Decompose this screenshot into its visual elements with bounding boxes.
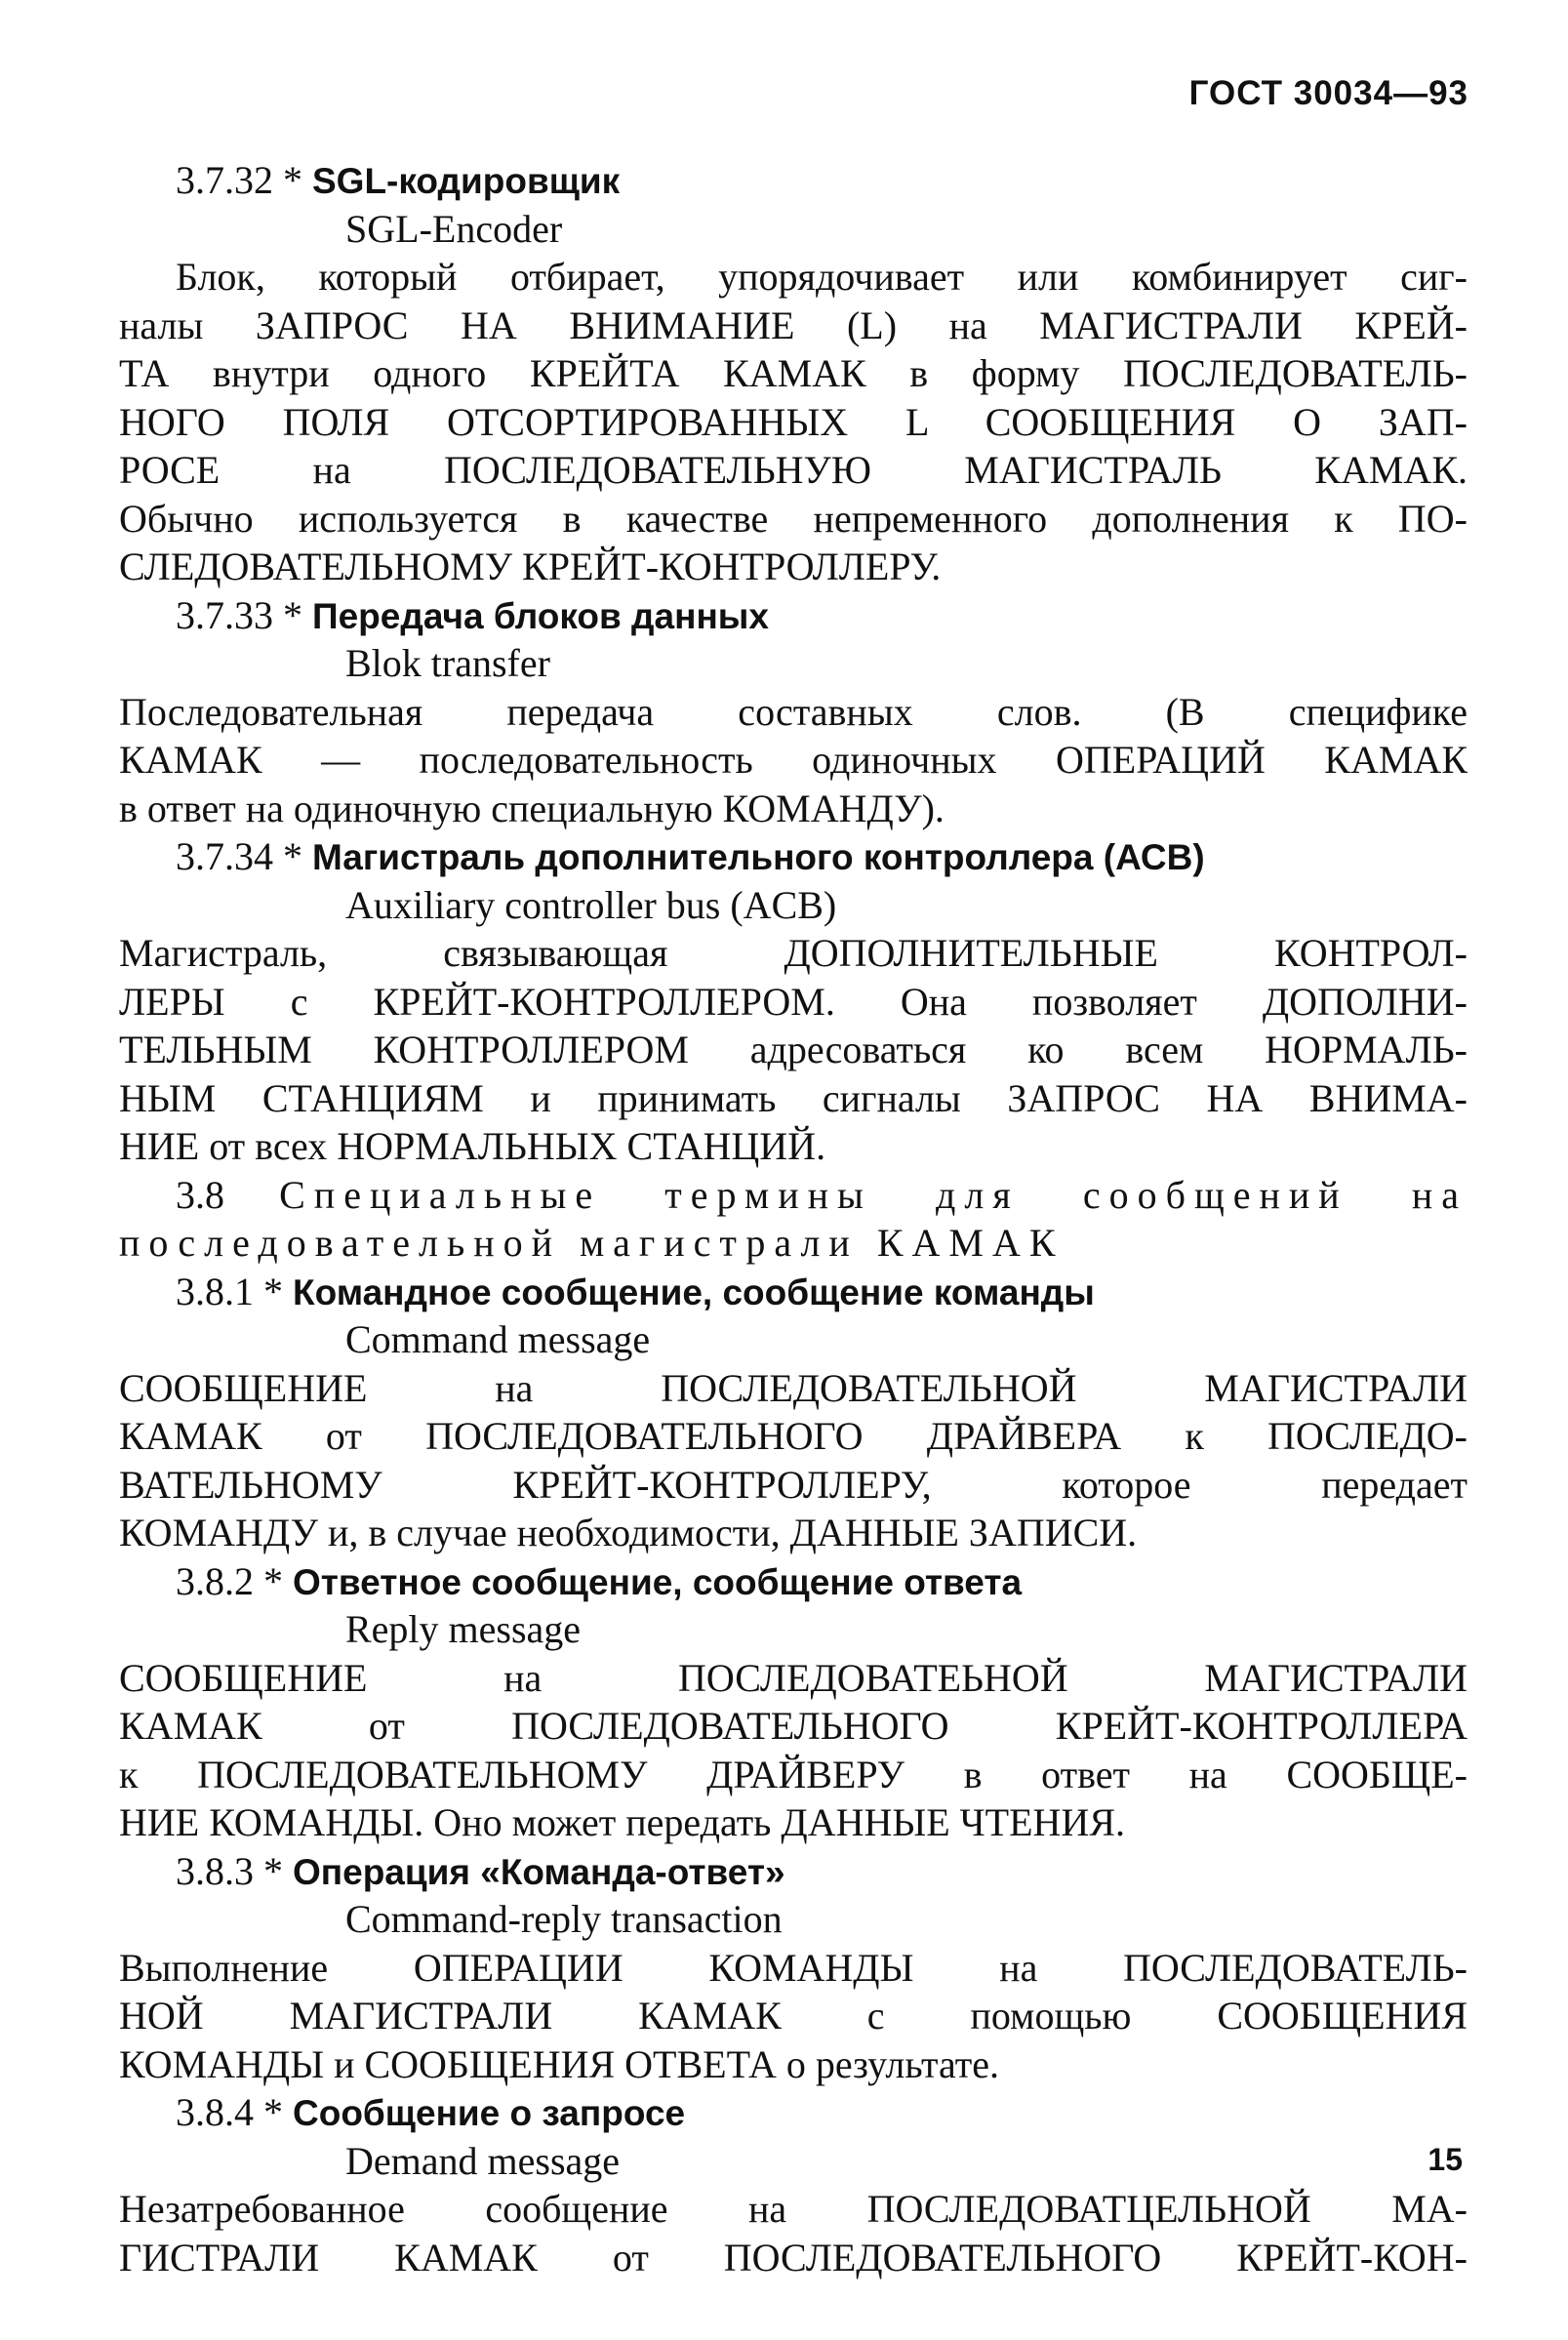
- definition-line: ГИСТРАЛИ КАМАК от ПОСЛЕДОВАТЕЛЬНОГО КРЕЙТ-КОН-: [119, 2235, 1467, 2279]
- term-russian: Магистраль дополнительного контроллера (АСВ): [312, 837, 1205, 877]
- definition-line: Обычно используется в качестве непременного дополнения к ПО-: [119, 496, 1467, 541]
- definition-line: СООБЩЕНИЕ на ПОСЛЕДОВАТЕЬНОЙ МАГИСТРАЛИ: [119, 1655, 1467, 1700]
- clause-number: 3.8.3 *: [176, 1848, 293, 1893]
- section-number: 3.8: [176, 1172, 280, 1217]
- definition-line: Незатребованное сообщение на ПОСЛЕДОВАТЦЕЛЬНОЙ МА-: [119, 2187, 1467, 2231]
- clause-number: 3.7.33 *: [176, 592, 312, 637]
- definition-line: СЛЕДОВАТЕЛЬНОМУ КРЕЙТ-КОНТРОЛЛЕРУ.: [119, 545, 942, 588]
- clause-number: 3.7.32 *: [176, 158, 312, 202]
- term-russian: SGL-кодировщик: [312, 161, 621, 201]
- term-heading-3-7-33: [119, 591, 1467, 640]
- term-english: Demand message: [345, 2138, 621, 2183]
- term-heading-3-8-2: [119, 1557, 1467, 1606]
- term-russian: Сообщение о запросе: [293, 2093, 686, 2133]
- page-content: [119, 156, 1467, 2281]
- definition-line: НИЕ от всех НОРМАЛЬНЫХ СТАНЦИЙ.: [119, 1124, 826, 1168]
- definition-line: НОГО ПОЛЯ ОТСОРТИРОВАННЫХ L СООБЩЕНИЯ О ЗАП-: [119, 399, 1467, 444]
- definition-line: НИЕ КОМАНДЫ. Оно может передать ДАННЫЕ ЧТЕНИЯ.: [119, 1800, 1125, 1844]
- definition-line: в ответ на одиночную специальную КОМАНДУ).: [119, 786, 945, 830]
- definition-line: НЫМ СТАНЦИЯМ и принимать сигналы ЗАПРОС НА ВНИМА-: [119, 1075, 1467, 1120]
- definition-line: КАМАК от ПОСЛЕДОВАТЕЛЬНОГО КРЕЙТ-КОНТРОЛЛЕРА: [119, 1704, 1467, 1748]
- term-russian: Ответное сообщение, сообщение ответа: [293, 1561, 1023, 1602]
- clause-number: 3.8.2 *: [176, 1558, 293, 1603]
- definition-line: НОЙ МАГИСТРАЛИ КАМАК с помощью СООБЩЕНИЯ: [119, 1994, 1467, 2037]
- definition-line: КАМАК — последовательность одиночных ОПЕРАЦИЙ КАМАК: [119, 738, 1467, 782]
- term-heading-3-7-34: [119, 832, 1467, 881]
- page-number: 15: [1427, 2142, 1463, 2177]
- definition-line: КОМАНДУ и, в случае необходимости, ДАННЫЕ ЗАПИСИ.: [119, 1511, 1138, 1554]
- definition-line: ТА внутри одного КРЕЙТА КАМАК в форму ПОСЛЕДОВАТЕЛЬ-: [119, 351, 1467, 395]
- term-heading-3-7-32: [119, 156, 1467, 205]
- definition-line: ВАТЕЛЬНОМУ КРЕЙТ-КОНТРОЛЛЕРУ, которое передает: [119, 1462, 1467, 1507]
- definition-line: Магистраль, связывающая ДОПОЛНИТЕЛЬНЫЕ КОНТРОЛ-: [119, 931, 1467, 975]
- term-english: Auxiliary controller bus (ACB): [345, 882, 837, 927]
- term-russian: Операция «Команда-ответ»: [293, 1851, 785, 1892]
- definition-line: Блок, который отбирает, упорядочивает или комбинирует сиг-: [176, 255, 1467, 299]
- term-russian: Командное сообщение, сообщение команды: [293, 1271, 1095, 1312]
- definition-line: ТЕЛЬНЫМ КОНТРОЛЛЕРОМ адресоваться ко всем НОРМАЛЬ-: [119, 1028, 1467, 1071]
- definition-line: КАМАК от ПОСЛЕДОВАТЕЛЬНОГО ДРАЙВЕРА к ПОСЛЕДО-: [119, 1414, 1467, 1458]
- definition-line: Последовательная передача составных слов. (В специфике: [119, 689, 1467, 734]
- term-english: Command-reply transaction: [345, 1897, 783, 1941]
- term-english: Command message: [345, 1317, 651, 1361]
- definition-line: к ПОСЛЕДОВАТЕЛЬНОМУ ДРАЙВЕРУ в ответ на СООБЩЕ-: [119, 1752, 1467, 1796]
- clause-number: 3.8.1 *: [176, 1269, 293, 1313]
- clause-number: 3.7.34 *: [176, 834, 312, 878]
- term-english: Reply message: [345, 1607, 582, 1651]
- definition-line: налы ЗАПРОС НА ВНИМАНИЕ (L) на МАГИСТРАЛИ КРЕЙ-: [119, 303, 1467, 347]
- section-heading-3-8: [119, 1171, 1467, 1220]
- clause-number: 3.8.4 *: [176, 2090, 293, 2134]
- definition-line: СООБЩЕНИЕ на ПОСЛЕДОВАТЕЛЬНОЙ МАГИСТРАЛИ: [119, 1365, 1467, 1410]
- term-english: Blok transfer: [345, 641, 550, 685]
- document-code-header: ГОСТ 30034—93: [1188, 74, 1468, 112]
- term-heading-3-8-4: [119, 2088, 1467, 2137]
- definition-line: Выполнение ОПЕРАЦИИ КОМАНДЫ на ПОСЛЕДОВАТЕЛЬ-: [119, 1945, 1467, 1990]
- section-title-line-2: последовательной магистрали КАМАК: [119, 1221, 1065, 1265]
- section-title-line-1: Специальные термины для сообщений на: [279, 1172, 1467, 1217]
- term-english: SGL-Encoder: [345, 206, 563, 251]
- definition-line: РОСЕ на ПОСЛЕДОВАТЕЛЬНУЮ МАГИСТРАЛЬ КАМАК.: [119, 448, 1467, 492]
- definition-line: КОМАНДЫ и СООБЩЕНИЯ ОТВЕТА о результате.: [119, 2041, 999, 2086]
- term-russian: Передача блоков данных: [312, 595, 769, 636]
- term-heading-3-8-1: [119, 1268, 1467, 1316]
- definition-line: ЛЕРЫ с КРЕЙТ-КОНТРОЛЛЕРОМ. Она позволяет ДОПОЛНИ-: [119, 979, 1467, 1024]
- term-heading-3-8-3: [119, 1847, 1467, 1896]
